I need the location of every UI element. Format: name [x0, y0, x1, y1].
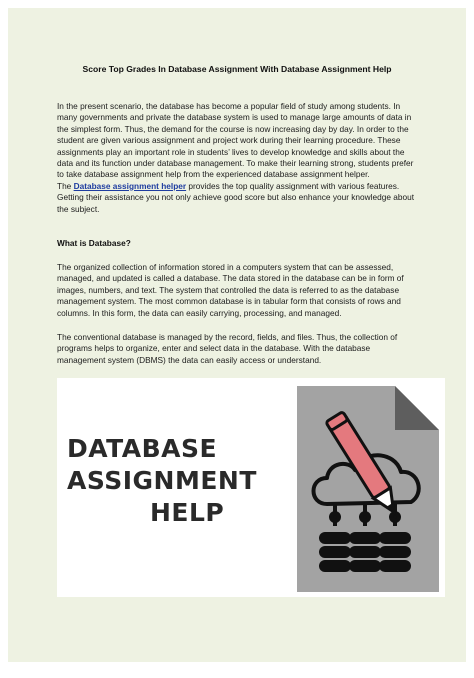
database-assignment-help-banner — [57, 378, 445, 597]
link-suffix: provides the top quality assignment with various features. Getting their assistance you not only achieve good score but also enhance your knowledge about the subject. — [57, 180, 414, 214]
intro-paragraph — [57, 101, 419, 215]
document-fold-icon — [297, 386, 439, 592]
section-heading: What is Database? — [57, 238, 131, 248]
banner-line-database: DATABASE — [67, 434, 218, 463]
link-prefix: The — [57, 180, 74, 191]
document-page — [8, 8, 466, 662]
database-assignment-helper-link[interactable]: Database assignment helper — [73, 180, 187, 191]
database-cylinders-icon — [319, 532, 411, 572]
intro-text: In the present scenario, the database has become a popular field of study among students. In many governments and private the database system is used to manage large amounts of data in the simplest form. Thus, the demand for the course is now increasing day by day. In order to the student are given various assignment and project work during their learning procedure. These assignments play an important role in students’ lives to develop knowledge and skills about the data and its function under database management. To make their learning strong, students prefer to take database assignment help from the experienced database assignment helper. — [57, 101, 414, 180]
document-title: Score Top Grades In Database Assignment With Database Assignment Help — [82, 64, 392, 74]
paragraph-what-is-database: The organized collection of information stored in a computers system that can be assessed, managed, and updated is called a database. The data stored in the database can be in form of images, numbers, and text. The system that controlled the data is referred to as the database management system. The most common database is in tabular form that consists of rows and columns. In this form, the data can easily carrying, processing, and managed. — [57, 262, 404, 318]
paragraph-conventional-database: The conventional database is managed by the record, fields, and files. Thus, the collection of programs helps to organize, enter and select data in the database. With the database management system (DBMS) the data can easily access or understand. — [57, 332, 398, 365]
banner-line-help: HELP — [150, 498, 225, 527]
banner-text — [67, 433, 257, 529]
banner-line-assignment: ASSIGNMENT — [67, 466, 257, 495]
